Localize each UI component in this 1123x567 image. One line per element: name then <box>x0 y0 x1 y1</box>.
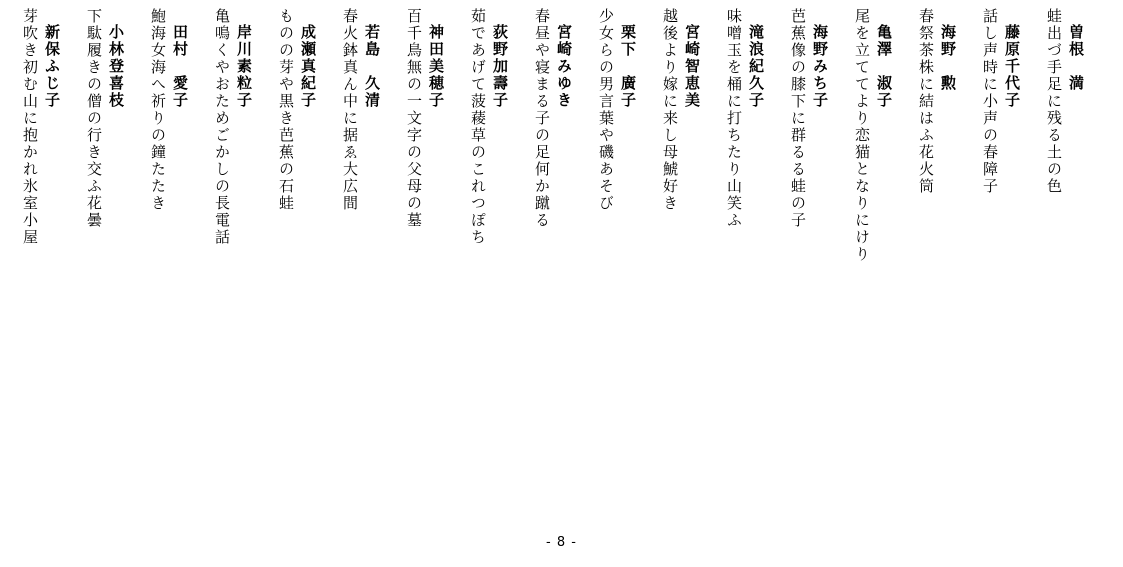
author-name: 荻野加壽子 <box>491 24 509 109</box>
author-name: 小林登喜枝 <box>107 24 125 109</box>
haiku-entry <box>339 8 383 212</box>
haiku-entry <box>403 8 447 229</box>
haiku-text: 百千鳥無の一文字の父母の墓 <box>405 8 423 229</box>
author-name: 神田美穂子 <box>427 24 445 109</box>
haiku-text: ものの芽や黒き芭蕉の石蛙 <box>277 8 295 212</box>
haiku-text: 少女らの男言葉や磯あそび <box>597 8 615 212</box>
haiku-entry <box>1043 8 1087 195</box>
author-name: 海野みち子 <box>811 24 829 109</box>
haiku-text: 春火鉢真ん中に据ゑ大広間 <box>341 8 359 212</box>
author-name: 曽根 満 <box>1067 24 1085 92</box>
haiku-entry <box>147 8 191 212</box>
haiku-text: 春昼や寝まる子の足何か蹴る <box>533 8 551 229</box>
haiku-columns <box>0 8 1087 508</box>
author-name: 宮崎智恵美 <box>683 24 701 109</box>
haiku-entry <box>723 8 767 229</box>
haiku-text: 下駄履きの僧の行き交ふ花曇 <box>85 8 103 229</box>
haiku-entry <box>211 8 255 246</box>
haiku-text: 芭蕉像の膝下に群るる蛙の子 <box>789 8 807 229</box>
haiku-entry <box>531 8 575 229</box>
author-name: 新保ふじ子 <box>43 24 61 109</box>
haiku-entry <box>915 8 959 195</box>
haiku-text: 味噌玉を桶に打ちたり山笑ふ <box>725 8 743 229</box>
author-name: 成瀬真紀子 <box>299 24 317 109</box>
haiku-text: 尾を立ててより恋猫となりにけり <box>853 8 871 263</box>
author-name: 栗下 廣子 <box>619 24 637 109</box>
haiku-text: 越後より嫁に来し母鯱好き <box>661 8 679 212</box>
author-name: 若島 久清 <box>363 24 381 109</box>
haiku-entry <box>979 8 1023 195</box>
haiku-entry <box>659 8 703 212</box>
author-name: 宮崎みゆき <box>555 24 573 109</box>
author-name: 田村 愛子 <box>171 24 189 109</box>
haiku-entry <box>275 8 319 212</box>
haiku-text: 春祭茶株に結はふ花火筒 <box>917 8 935 195</box>
author-name: 亀澤 淑子 <box>875 24 893 109</box>
haiku-entry <box>19 8 63 246</box>
haiku-text: 蛙出づ手足に残る土の色 <box>1045 8 1063 195</box>
haiku-entry <box>467 8 511 246</box>
author-name: 岸川素粒子 <box>235 24 253 109</box>
author-name: 滝浪紀久子 <box>747 24 765 109</box>
author-name: 海野 勲 <box>939 24 957 92</box>
haiku-text: 茹であげて菠薐草のこれつぽち <box>469 8 487 246</box>
haiku-text: 話し声時に小声の春障子 <box>981 8 999 195</box>
haiku-entry <box>787 8 831 229</box>
haiku-text: 亀鳴くやおためごかしの長電話 <box>213 8 231 246</box>
haiku-text: 鮑海女海へ祈りの鐘たたき <box>149 8 167 212</box>
page-number: - 8 - <box>546 535 577 550</box>
haiku-text: 芽吹き初む山に抱かれ氷室小屋 <box>21 8 39 246</box>
haiku-entry <box>595 8 639 212</box>
haiku-entry <box>851 8 895 263</box>
author-name: 藤原千代子 <box>1003 24 1021 109</box>
haiku-entry <box>83 8 127 229</box>
